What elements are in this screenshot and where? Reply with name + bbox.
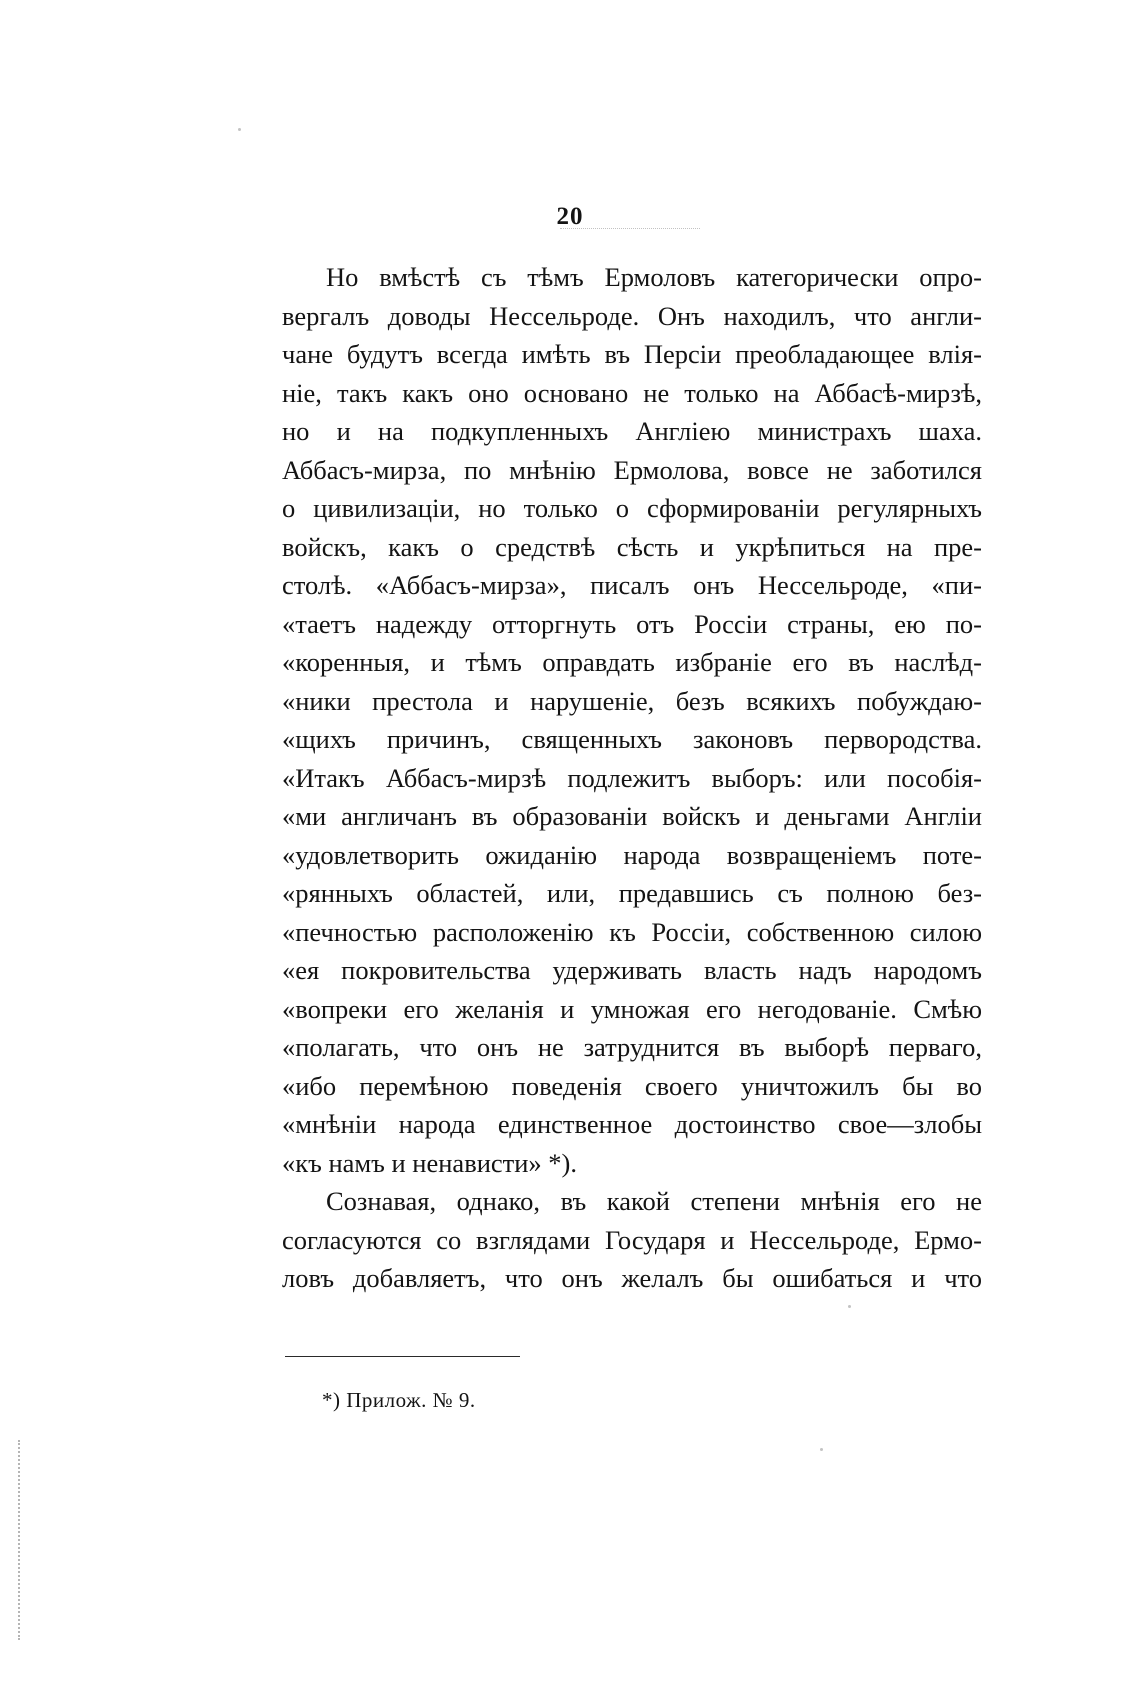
text-line: Аббасъ-мирза, по мнѣнію Ермолова, вовсе не заботился [282,454,982,485]
text-line: «ми англичанъ въ образованіи войскъ и деньгами Англіи [282,801,982,831]
text-line: «мнѣніи народа единственное достоинство свое—злобы [282,1109,982,1139]
text-line: столѣ. «Аббасъ-мирза», писалъ онъ Нессельроде, «пи- [282,570,982,600]
text-line: о цивилизаціи, но только о сформированіи регулярныхъ [282,493,982,523]
text-line: Но вмѣстѣ съ тѣмъ Ермоловъ категорически опро- [326,262,982,292]
text-line: согласуются со взглядами Государя и Нессельроде, Ермо- [282,1224,982,1255]
footnote: *) Прилож. № 9. [322,1388,476,1412]
scan-speck [848,1305,851,1308]
text-line: «ники престола и нарушеніе, безъ всякихъ побуждаю- [282,685,982,716]
text-line: «полагать, что онъ не затруднится въ выборѣ перваго, [282,1032,982,1062]
scan-speck [820,1448,823,1451]
text-line: «щихъ причинъ, священныхъ законовъ первородства. [282,724,982,754]
text-line: Сознавая, однако, въ какой степени мнѣнія его не [326,1186,982,1216]
text-line: «рянныхъ областей, или, предавшись съ полною без- [282,878,982,908]
text-line: «коренныя, и тѣмъ оправдать избраніе его въ наслѣд- [282,647,982,677]
text-line: «ибо перемѣною поведенія своего уничтожилъ бы во [282,1070,982,1101]
text-line: «удовлетворить ожиданію народа возвращеніемъ поте- [282,839,982,870]
body-text [282,258,982,1298]
footnote-divider [285,1356,520,1357]
text-line: «вопреки его желанія и умножая его негодованіе. Смѣю [282,993,982,1024]
scan-speck [238,128,241,131]
text-line: войскъ, какъ о средствѣ сѣсть и укрѣпиться на пре- [282,531,982,562]
text-line: ловъ добавляетъ, что онъ желалъ бы ошибаться и что [282,1263,982,1293]
text-line: «ея покровительства удерживать власть надъ народомъ [282,955,982,985]
text-line: вергалъ доводы Нессельроде. Онъ находилъ, что англи- [282,300,982,331]
page-number: 20 [556,203,584,230]
text-line: ніе, такъ какъ оно основано не только на Аббасѣ-мирзѣ, [282,377,982,408]
print-smudge [560,228,700,233]
text-line: «къ намъ и ненависти» *). [282,1147,577,1178]
scan-margin-marks [18,1440,24,1640]
text-line: «печностью расположенію къ Россіи, собственною силою [282,916,982,947]
text-line: «таетъ надежду отторгнуть отъ Россіи страны, ею по- [282,608,982,639]
text-line: но и на подкупленныхъ Англіею министрахъ шаха. [282,416,982,446]
text-line: «Итакъ Аббасъ-мирзѣ подлежитъ выборъ: или пособія- [282,762,982,793]
text-line: чане будутъ всегда имѣть въ Персіи преобладающее влія- [282,339,982,369]
